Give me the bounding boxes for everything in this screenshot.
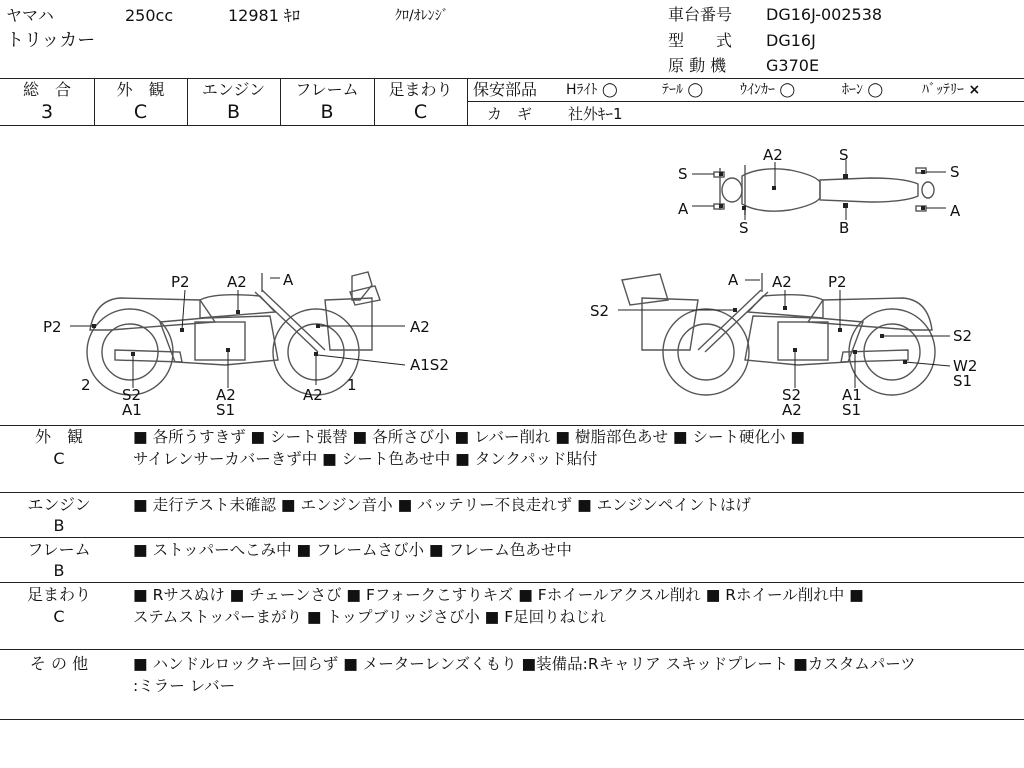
mark: S1 bbox=[842, 401, 862, 419]
mark: A bbox=[283, 271, 294, 289]
mark: P2 bbox=[43, 318, 62, 336]
mark: 2 bbox=[81, 376, 91, 394]
section-line: ステムストッパーまがり ■ トップブリッジさび小 ■ F足回りねじれ bbox=[133, 608, 607, 626]
suspension-value: C bbox=[413, 101, 428, 123]
mark: S bbox=[839, 146, 849, 164]
safety-item: Hﾗｲﾄ ◯ bbox=[566, 82, 618, 98]
section-line: ■ 走行テスト未確認 ■ エンジン音小 ■ バッテリー不良走れず ■ エンジンペイントはげ bbox=[133, 496, 751, 514]
safety-item: ﾃｰﾙ ◯ bbox=[662, 82, 704, 98]
exterior-label: 外 観 bbox=[116, 80, 165, 99]
mark: P2 bbox=[171, 273, 190, 291]
model-name: トリッカー bbox=[6, 30, 96, 51]
mark: P2 bbox=[828, 273, 847, 291]
section-grade: C bbox=[53, 607, 65, 626]
overall-value: 3 bbox=[40, 101, 54, 123]
mark: A1S2 bbox=[410, 356, 449, 374]
mark: A1 bbox=[842, 386, 862, 404]
mark: A2 bbox=[772, 273, 792, 291]
displacement: 250cc bbox=[125, 6, 174, 25]
color: ｸﾛ/ｵﾚﾝｼﾞ bbox=[395, 8, 449, 24]
section-grade: B bbox=[53, 561, 65, 580]
safety-item: ﾎｰﾝ ◯ bbox=[842, 82, 884, 98]
frame-label: フレーム bbox=[295, 80, 359, 99]
engine-model-value: G370E bbox=[766, 56, 820, 75]
section-label: そ の 他 bbox=[29, 654, 89, 673]
mark: S2 bbox=[782, 386, 802, 404]
mark: S2 bbox=[953, 327, 973, 345]
frame-number-value: DG16J-002538 bbox=[766, 5, 883, 24]
mark: W2 bbox=[953, 357, 978, 375]
section-line: サイレンサーカバーきず中 ■ シート色あせ中 ■ タンクパッド貼付 bbox=[133, 450, 598, 468]
engine-value: B bbox=[226, 101, 241, 123]
divider bbox=[0, 492, 1024, 493]
section-line: ■ ハンドルロックキー回らず ■ メーターレンズくもり ■装備品:Rキャリア スキッドプレート ■カスタムパーツ bbox=[133, 655, 916, 673]
mark: S bbox=[950, 163, 960, 181]
damage-diagram bbox=[0, 125, 1024, 425]
section-label: 足まわり bbox=[26, 585, 91, 604]
key-label: カ ギ bbox=[487, 105, 533, 123]
divider bbox=[0, 537, 1024, 538]
mark: S bbox=[739, 219, 749, 237]
mark: A2 bbox=[763, 146, 783, 164]
divider bbox=[467, 78, 468, 125]
mark: A bbox=[678, 200, 689, 218]
section-line: ■ Rサスぬけ ■ チェーンさび ■ Fフォークこすりキズ ■ Fホイールアクスル削れ ■ Rホイール削れ中 ■ bbox=[133, 586, 864, 604]
mark: A2 bbox=[227, 273, 247, 291]
section-line: :ミラー レバー bbox=[133, 677, 236, 695]
mark: S2 bbox=[590, 302, 610, 320]
mark: 1 bbox=[347, 376, 357, 394]
right-side-motorcycle bbox=[622, 273, 935, 395]
safety-label: 保安部品 bbox=[473, 80, 538, 99]
maker: ヤマハ bbox=[6, 6, 54, 25]
section-line: ■ 各所うすきず ■ シート張替 ■ 各所さび小 ■ レバー削れ ■ 樹脂部色あせ ■ シート硬化小 ■ bbox=[133, 428, 806, 446]
engine-label: エンジン bbox=[201, 80, 266, 99]
divider bbox=[0, 78, 1024, 79]
mark: A2 bbox=[216, 386, 236, 404]
mark: A2 bbox=[782, 401, 802, 419]
type-value: DG16J bbox=[766, 31, 816, 50]
mark: S2 bbox=[122, 386, 142, 404]
frame-value: B bbox=[320, 101, 334, 123]
safety-item: ﾊﾞｯﾃﾘｰ × bbox=[922, 82, 981, 98]
mark: B bbox=[839, 219, 850, 237]
top-view-motorcycle bbox=[714, 165, 934, 215]
mark: S1 bbox=[216, 401, 236, 419]
mark: S1 bbox=[953, 372, 973, 390]
safety-item: ｳｲﾝｶｰ ◯ bbox=[740, 82, 796, 98]
mark: A bbox=[728, 271, 739, 289]
suspension-label: 足まわり bbox=[388, 80, 453, 99]
section-label: 外 観 bbox=[34, 427, 83, 446]
mark: A1 bbox=[122, 401, 142, 419]
mark: A2 bbox=[410, 318, 430, 336]
divider bbox=[0, 582, 1024, 583]
divider bbox=[0, 719, 1024, 720]
section-label: エンジン bbox=[27, 495, 91, 514]
divider bbox=[0, 649, 1024, 650]
section-grade: B bbox=[53, 516, 65, 535]
mileage: 12981 ｷﾛ bbox=[228, 6, 300, 25]
exterior-value: C bbox=[133, 101, 148, 123]
type-label: 型 式 bbox=[668, 31, 733, 50]
section-line: ■ ストッパーへこみ中 ■ フレームさび小 ■ フレーム色あせ中 bbox=[133, 541, 572, 559]
engine-model-label: 原 動 機 bbox=[668, 56, 727, 75]
section-label: フレーム bbox=[27, 540, 91, 559]
mark: S bbox=[678, 165, 688, 183]
section-grade: C bbox=[53, 449, 65, 468]
mark: A2 bbox=[303, 386, 323, 404]
divider bbox=[468, 101, 1024, 102]
frame-number-label: 車台番号 bbox=[668, 5, 733, 24]
overall-label: 総 合 bbox=[22, 80, 71, 99]
key-value: 社外ｷｰ1 bbox=[568, 105, 623, 123]
mark: A bbox=[950, 202, 961, 220]
